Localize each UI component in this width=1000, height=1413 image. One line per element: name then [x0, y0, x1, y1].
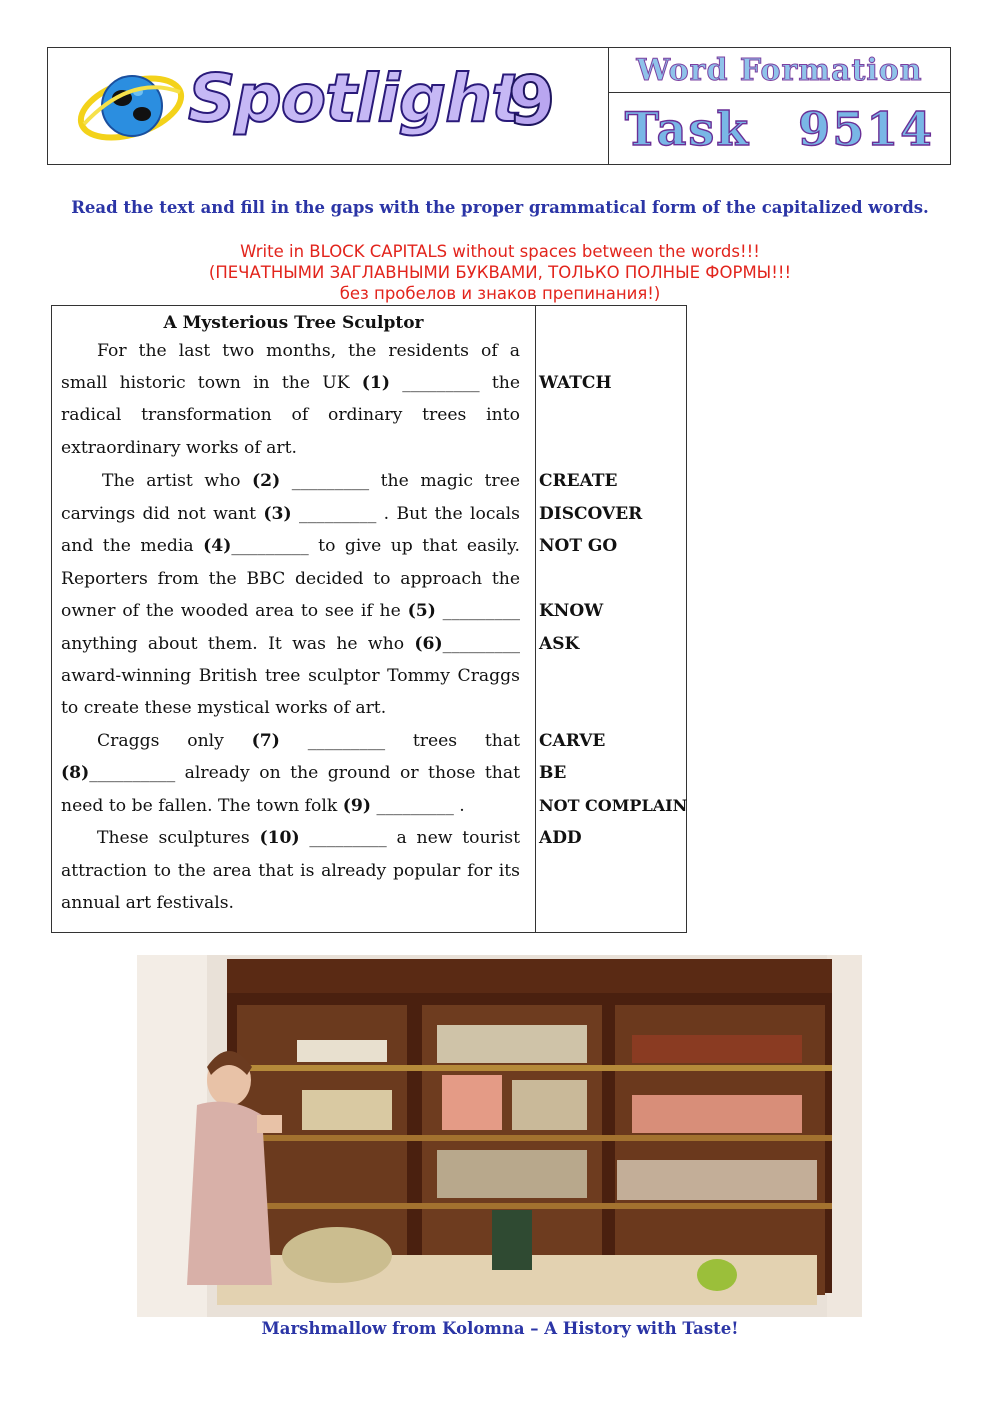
keyword: CARVE — [539, 731, 606, 751]
text-line: These sculptures (10) _________ a new tourist — [97, 828, 520, 848]
text-line: For the last two months, the residents of a — [97, 341, 520, 361]
keyword: BE — [539, 763, 567, 783]
gap-1[interactable]: _________ the — [402, 373, 520, 393]
gap-number: (4) — [203, 536, 232, 556]
keyword: KNOW — [539, 601, 604, 621]
keyword: DISCOVER — [539, 504, 643, 524]
text-line: attraction to the area that is already popular for its — [61, 861, 520, 881]
writing-notes — [0, 241, 1000, 304]
gap-number: (6) — [414, 634, 443, 654]
text-line: need to be fallen. The town folk (9) _________ . — [61, 796, 465, 816]
gap-4[interactable]: _________ to give up that easily. — [231, 536, 521, 556]
gap-10[interactable]: _________ a new tourist — [309, 828, 520, 848]
keyword: NOT GO — [539, 536, 618, 556]
gap-3[interactable]: _________ . But the locals — [298, 504, 521, 524]
note-line: без пробелов и знаков препинания!) — [339, 284, 661, 303]
text-line: anything about them. It was he who (6)_________ — [61, 634, 520, 654]
text-line — [61, 761, 520, 785]
text-line: owner of the wooded area to see if he (5) _________ — [61, 601, 520, 621]
gap-2[interactable]: _________ the magic tree — [291, 471, 520, 491]
text-line: and the media (4)_________ to give up that easily. — [61, 536, 521, 556]
column-divider — [535, 306, 536, 932]
note-line: Write in BLOCK CAPITALS without spaces between the words!!! — [240, 242, 760, 261]
gap-number: (8) — [61, 763, 90, 783]
keyword: NOT COMPLAIN — [539, 796, 688, 815]
text-line: The artist who (2) _________ the magic tree — [102, 471, 520, 491]
task-label: Task 9514 — [624, 101, 935, 156]
gap-number: (7) — [251, 731, 280, 751]
logo-area — [48, 48, 609, 164]
gap-number: (9) — [342, 796, 371, 816]
gap-number: (5) — [407, 601, 436, 621]
gap-number: (1) — [361, 373, 391, 393]
gap-6[interactable]: _________ — [442, 634, 520, 654]
keyword: ASK — [539, 634, 580, 654]
gap-number: (10) — [259, 828, 300, 848]
text-line: small historic town in the UK (1) _________ the — [61, 373, 520, 393]
logo-number: 9 — [508, 62, 556, 141]
text-line: annual art festivals. — [61, 893, 234, 913]
gap-number: (2) — [252, 471, 281, 491]
instruction: Read the text and fill in the gaps with the proper grammatical form of the capitalized words. — [71, 198, 929, 217]
gap-number: (3) — [263, 504, 292, 524]
text-line: Reporters from the BBC decided to approach the — [61, 569, 520, 589]
text-line: to create these mystical works of art. — [61, 698, 387, 718]
gap-5[interactable]: _________ — [442, 601, 520, 621]
gap-8[interactable]: __________ already on the ground or those that — [89, 763, 520, 783]
keyword: CREATE — [539, 471, 618, 491]
header-box — [47, 47, 951, 165]
text-line: extraordinary works of art. — [61, 438, 297, 458]
gap-7[interactable]: _________ trees that — [307, 731, 521, 751]
section-title-cell — [609, 48, 950, 93]
text-title: A Mysterious Tree Sculptor — [163, 313, 424, 333]
section-title: Word Formation — [636, 52, 923, 88]
task-table — [51, 305, 687, 933]
note-line: (ПЕЧАТНЫМИ ЗАГЛАВНЫМИ БУКВАМИ, ТОЛЬКО ПОЛНЫЕ ФОРМЫ!!! — [208, 263, 792, 282]
text-line: radical transformation of ordinary trees into — [61, 405, 520, 425]
gap-9[interactable]: _________ . — [376, 796, 465, 816]
globe-icon — [76, 64, 186, 148]
text-line: carvings did not want (3) _________ . But the locals — [61, 504, 521, 524]
photo-caption: Marshmallow from Kolomna – A History with Taste! — [261, 1319, 739, 1338]
keyword: ADD — [539, 828, 582, 848]
shop-photo — [137, 955, 862, 1317]
task-label-cell — [609, 93, 950, 164]
logo-wordmark: Spotlight — [188, 60, 522, 137]
keyword: WATCH — [539, 373, 612, 393]
text-line: Craggs only (7) _________ trees that — [97, 731, 521, 751]
text-line: award-winning British tree sculptor Tommy Craggs — [61, 666, 520, 686]
